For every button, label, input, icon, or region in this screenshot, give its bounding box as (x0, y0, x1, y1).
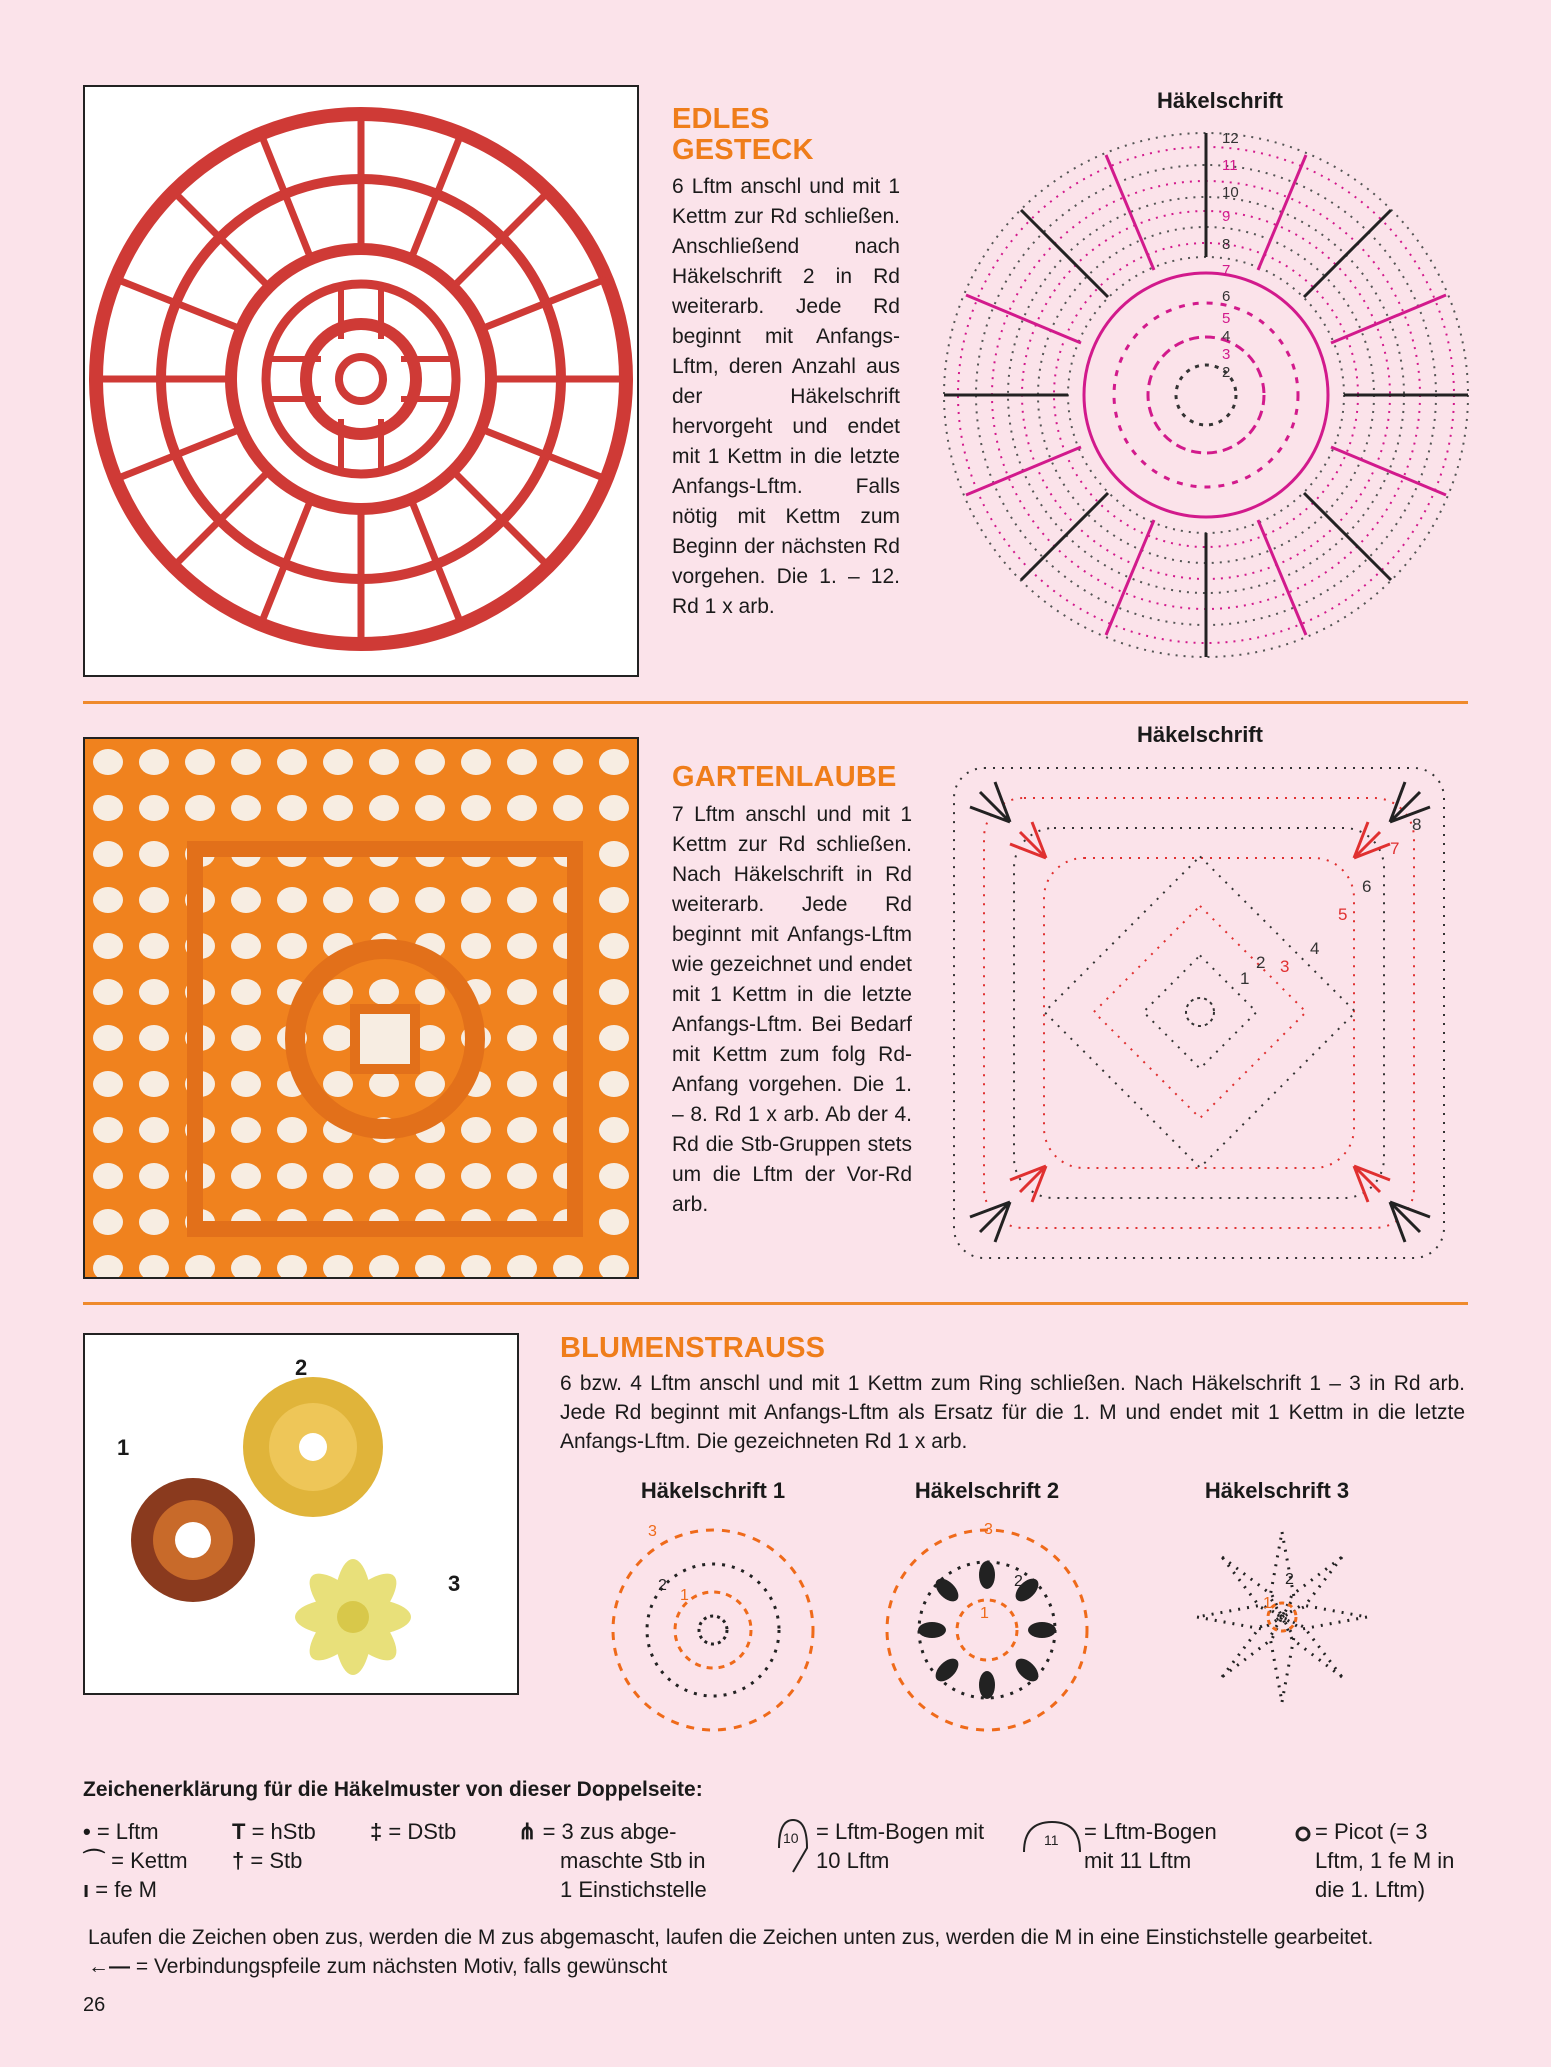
blumenstrauss-instructions: 6 bzw. 4 Lftm anschl und mit 1 Kettm zum Ring schließen. Nach Häkelschrift 1 – 3 in Rd arb. Jede Rd beginnt mit Anfangs-Lftm als Ersatz für die 1. M und endet mit 1 Kettm in die letzte Anfangs-Lftm. Die gezeichneten Rd 1 x arb. (560, 1372, 1465, 1453)
treble-crochet-icon: ‡ (370, 1819, 383, 1844)
gartenlaube-title: GARTENLAUBE (672, 761, 897, 793)
legend-picot-line3: die 1. Lftm) (1315, 1877, 1426, 1902)
red-doily-image (85, 87, 637, 675)
blumen-crochet-chart-1 (598, 1518, 828, 1748)
blumen-chart3-label: Häkelschrift 3 (1204, 1478, 1350, 1503)
chart1-round-2: 2 (658, 1577, 667, 1594)
garten-round-8: 8 (1412, 815, 1422, 834)
double-crochet-icon: † (232, 1848, 245, 1873)
chain-stitch-icon: • (83, 1819, 91, 1844)
section-divider-2 (83, 1302, 1468, 1305)
blumen-crochet-chart-2 (872, 1518, 1102, 1748)
gartenlaube-chart-label: Häkelschrift (1137, 722, 1263, 747)
blumen-chart1-label: Häkelschrift 1 (640, 1478, 786, 1503)
legend-3stb-line2: maschte Stb in (560, 1848, 706, 1873)
legend-3stb-line3: 1 Einstichstelle (560, 1877, 707, 1902)
arrow-left-icon: ←— (88, 1955, 130, 1978)
gartenlaube-instructions: 7 Lftm anschl und mit 1 Kettm zur Rd schließen. Nach Häkelschrift in Rd weiterarb. Jede Rd beginnt mit Anfangs-Lftm wie gezeichnet und endet mit 1 Kettm in die letzte Anfangs-Lftm. Bei Bedarf mit Kettm zum folg Rd-Anfang vorgehen. Die 1. – 8. Rd 1 x arb. Ab der 4. Rd die Stb-Gruppen stets um die Lftm der Vor-Rd arb. (672, 803, 912, 1216)
flower-number-1: 1 (117, 1435, 130, 1460)
edles-round-12: 12 (1222, 130, 1239, 147)
blumen-chart2-label: Häkelschrift 2 (914, 1478, 1060, 1503)
flower-number-2: 2 (295, 1355, 308, 1380)
chain-arch-10-icon (775, 1818, 811, 1874)
legend-bogen10: = Lftm-Bogen mit (816, 1819, 985, 1844)
legend-bogen10-line2: 10 Lftm (816, 1848, 890, 1873)
garten-round-3: 3 (1280, 957, 1290, 976)
garten-round-1: 1 (1240, 969, 1250, 988)
cluster-stitch-icon: ⋔ (518, 1819, 537, 1844)
chart1-round-3: 3 (648, 1523, 657, 1540)
legend-stb: † = Stb (232, 1848, 303, 1873)
edles-round-3: 3 (1222, 346, 1231, 363)
flower-number-3: 3 (448, 1571, 461, 1596)
chart2-round-3: 3 (984, 1521, 993, 1538)
edles-chart-label: Häkelschrift (1157, 88, 1283, 113)
legend-title: Zeichenerklärung für die Häkelmuster von dieser Doppelseite: (83, 1778, 703, 1801)
legend-dstb: ‡ = DStb (370, 1819, 457, 1844)
edles-instructions: 6 Lftm anschl und mit 1 Kettm zur Rd schließen. Anschließend nach Häkelschrift 2 in Rd weiterarb. Jede Rd beginnt mit Anfangs-Lftm, deren Anzahl aus der Häkelschrift hervorgeht und endet mit 1 Kettm in die letzte Anfangs-Lftm. Falls nötig mit Kettm zum Beginn der nächsten Rd vorgehen. Die 1. – 12. Rd 1 x arb. (672, 175, 900, 618)
legend-fe-m: ı = fe M (83, 1877, 157, 1902)
picot-icon (1294, 1825, 1312, 1843)
edles-round-6: 6 (1222, 288, 1231, 305)
chart3-round-2: 2 (1285, 1571, 1294, 1588)
svg-text:10: 10 (783, 1830, 799, 1846)
legend-picot: = Picot (= 3 (1315, 1819, 1428, 1844)
page-number: 26 (83, 1994, 106, 2016)
edles-title: EDLES GESTECK (672, 103, 814, 166)
edles-round-10: 10 (1222, 184, 1239, 201)
chain-arch-11-icon (1022, 1818, 1082, 1854)
half-double-crochet-icon: T (232, 1819, 246, 1844)
blumen-crochet-chart-3 (1185, 1522, 1385, 1722)
svg-text:11: 11 (1044, 1832, 1059, 1848)
chart2-round-2: 2 (1014, 1573, 1023, 1590)
edles-round-9: 9 (1222, 208, 1231, 225)
edles-round-11: 11 (1222, 157, 1238, 174)
footer-arrow-note: ←— = Verbindungspfeile zum nächsten Motiv, falls gewünscht (88, 1955, 668, 1978)
edles-round-5: 5 (1222, 310, 1231, 327)
orange-lace-image (85, 739, 637, 1277)
garten-round-4: 4 (1310, 939, 1320, 958)
edles-round-2: 2 (1222, 364, 1231, 381)
single-crochet-icon: ı (83, 1877, 90, 1902)
legend-lftm: • = Lftm (83, 1819, 159, 1844)
footer-note: Laufen die Zeichen oben zus, werden die M zus abgemascht, laufen die Zeichen unten zus, werden die M in eine Einstichstelle gearbeitet. (88, 1926, 1374, 1949)
gartenlaube-crochet-chart (950, 762, 1450, 1262)
chart2-round-1: 1 (980, 1605, 989, 1622)
edles-round-4: 4 (1222, 328, 1231, 345)
blumenstrauss-photo (83, 1333, 519, 1695)
edles-gesteck-photo (83, 85, 639, 677)
edles-round-7: 7 (1222, 262, 1231, 279)
garten-round-2: 2 (1256, 953, 1266, 972)
chart1-round-1: 1 (680, 1587, 689, 1604)
section-divider-1 (83, 701, 1468, 704)
blumenstrauss-title: BLUMENSTRAUSS (560, 1332, 826, 1364)
garten-round-6: 6 (1362, 877, 1372, 896)
legend-hstb: T = hStb (232, 1819, 316, 1844)
garten-round-7: 7 (1390, 839, 1400, 858)
legend-bogen11-line2: mit 11 Lftm (1084, 1848, 1192, 1873)
gartenlaube-photo (83, 737, 639, 1279)
slip-stitch-icon: ⌒ (83, 1848, 106, 1873)
legend-kettm: ⌒ = Kettm (83, 1848, 188, 1873)
chart3-round-1: 1 (1263, 1595, 1272, 1612)
legend-3stb: ⋔ = 3 zus abge- (518, 1819, 677, 1844)
legend-picot-line2: Lftm, 1 fe M in (1315, 1848, 1455, 1873)
legend-bogen11: = Lftm-Bogen (1084, 1819, 1217, 1844)
garten-round-5: 5 (1338, 905, 1348, 924)
edles-round-8: 8 (1222, 236, 1231, 253)
flowers-image (85, 1335, 517, 1693)
edles-crochet-chart (930, 115, 1490, 675)
